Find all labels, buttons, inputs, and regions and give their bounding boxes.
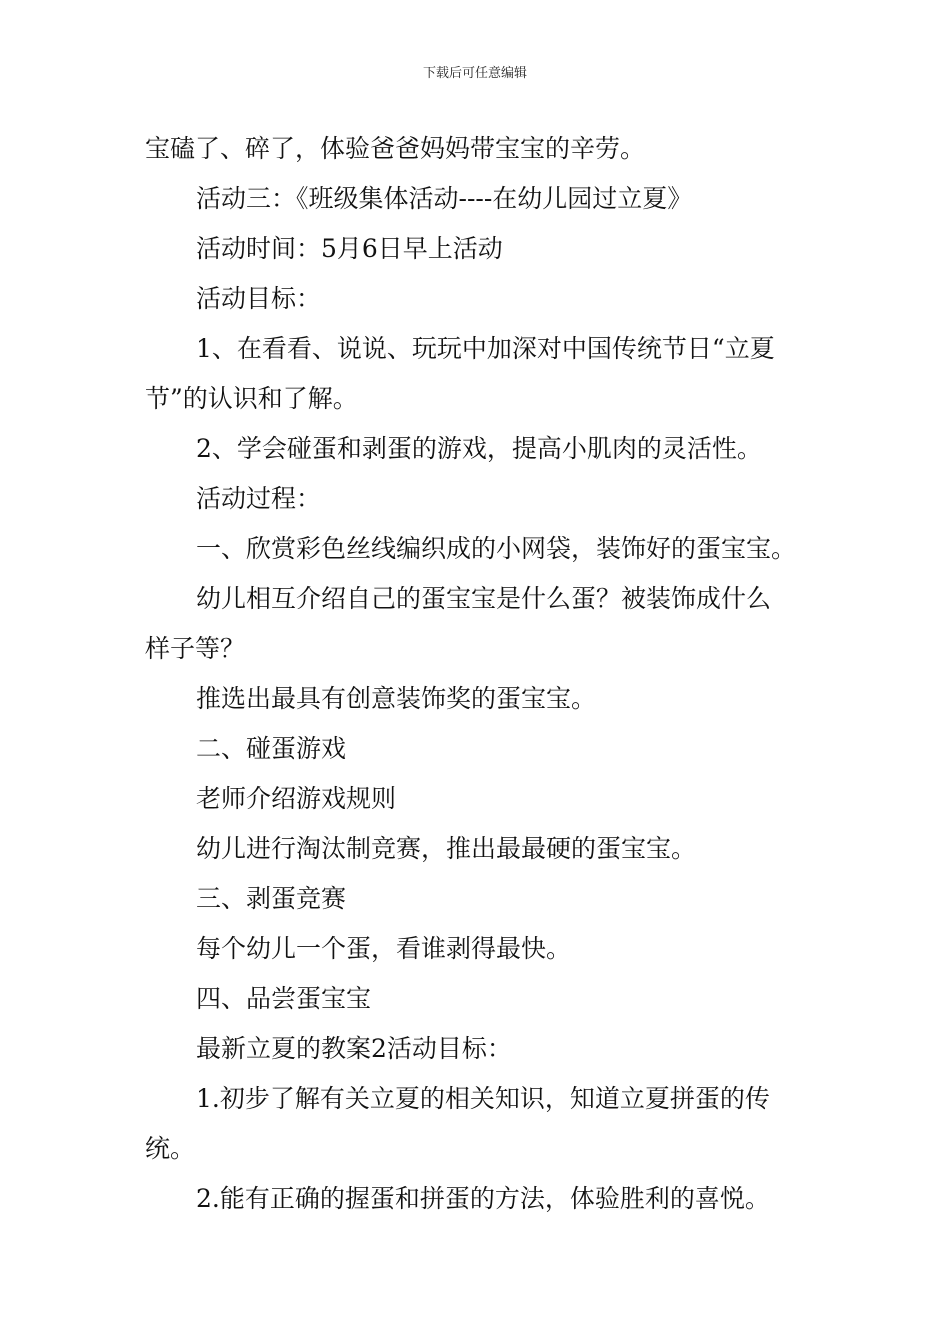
- paragraph-line: 老师介绍游戏规则: [196, 784, 397, 813]
- paragraph-line: 幼儿进行淘汰制竞赛，推出最最硬的蛋宝宝。: [196, 834, 697, 863]
- paragraph-line: 三、剥蛋竞赛: [196, 884, 347, 913]
- paragraph-line: 宝磕了、碎了，体验爸爸妈妈带宝宝的辛劳。: [145, 134, 646, 163]
- paragraph-line: 活动三：《班级集体活动----在幼儿园过立夏》: [196, 184, 693, 213]
- paragraph-line: 2.能有正确的握蛋和拼蛋的方法，体验胜利的喜悦。: [196, 1184, 770, 1213]
- paragraph-line: 二、碰蛋游戏: [196, 734, 347, 763]
- paragraph-line: 1.初步了解有关立夏的相关知识，知道立夏拼蛋的传: [196, 1084, 770, 1113]
- paragraph-line: 节”的认识和了解。: [145, 384, 358, 413]
- paragraph-line: 一、欣赏彩色丝线编织成的小网袋，装饰好的蛋宝宝。: [196, 534, 797, 563]
- paragraph-line: 活动时间：5月6日早上活动: [196, 234, 503, 263]
- paragraph-line: 活动过程：: [196, 484, 322, 513]
- paragraph-line: 推选出最具有创意装饰奖的蛋宝宝。: [196, 684, 597, 713]
- page-header: 下载后可任意编辑: [422, 66, 527, 81]
- paragraph-line: 每个幼儿一个蛋，看谁剥得最快。: [196, 934, 572, 963]
- paragraph-line: 样子等？: [145, 634, 246, 663]
- paragraph-line: 2、学会碰蛋和剥蛋的游戏，提高小肌肉的灵活性。: [196, 434, 762, 463]
- paragraph-line: 幼儿相互介绍自己的蛋宝宝是什么蛋？被装饰成什么: [196, 584, 772, 613]
- document-body: [145, 124, 810, 1224]
- paragraph-line: 活动目标：: [196, 284, 322, 313]
- paragraph-line: 四、品尝蛋宝宝: [196, 984, 372, 1013]
- paragraph-line: 最新立夏的教案2活动目标：: [196, 1034, 512, 1063]
- paragraph-line: 1、在看看、说说、玩玩中加深对中国传统节日“立夏: [196, 334, 775, 363]
- paragraph-line: 统。: [145, 1134, 196, 1163]
